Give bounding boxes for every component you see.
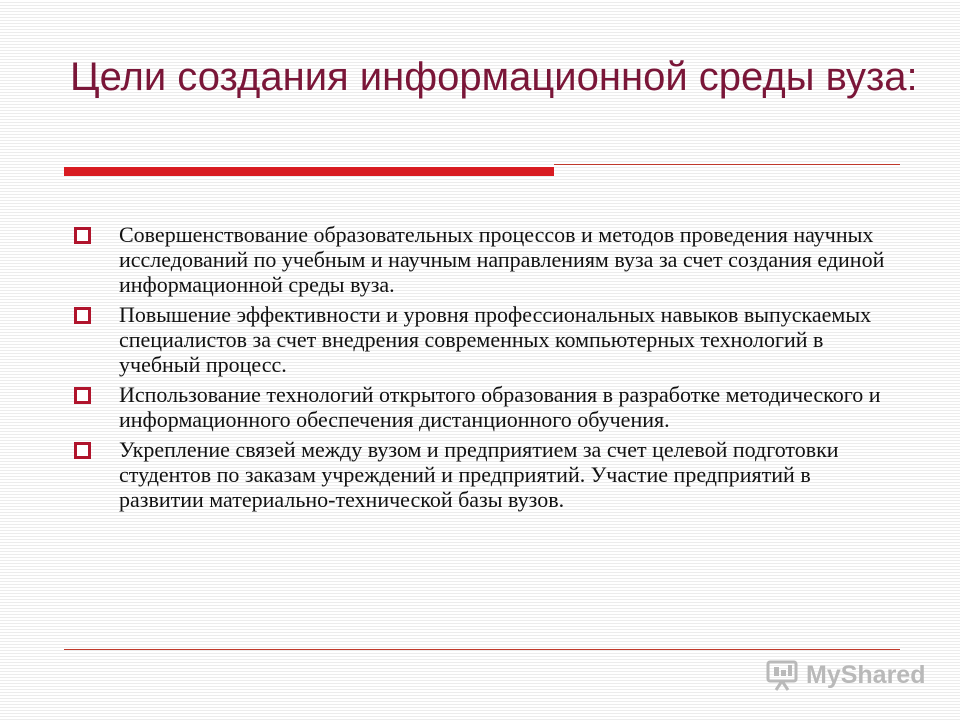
watermark-text: MyShared: [806, 660, 926, 689]
bullet-list: [70, 222, 890, 517]
square-bullet-icon: [74, 387, 91, 404]
bullet-item: [70, 382, 890, 432]
title-accent-bar: [64, 167, 554, 176]
title-divider-line: [554, 164, 900, 165]
bullet-item: [70, 222, 890, 297]
slide-title: Цели создания информационной среды вуза:: [70, 55, 918, 99]
slideshow-icon: [766, 659, 800, 691]
bullet-text: Использование технологий открытого образования в разработке методического и информационного обеспечения дистанционного обучения.: [119, 382, 881, 432]
square-bullet-icon: [74, 227, 91, 244]
bottom-divider-line: [64, 649, 900, 650]
bullet-text: Укрепление связей между вузом и предприятием за счет целевой подготовки студентов по заказам учреждений и предприятий. Участие предприятий в развитии материально-технической базы вузов.: [119, 437, 839, 512]
bullet-text: Совершенствование образовательных процессов и методов проведения научных исследований по учебным и научным направлениям вуза за счет создания единой информационной среды вуза.: [119, 222, 885, 297]
bullet-item: [70, 437, 890, 512]
square-bullet-icon: [74, 307, 91, 324]
watermark: [766, 658, 925, 692]
bullet-text: Повышение эффективности и уровня профессиональных навыков выпускаемых специалистов за счет внедрения современных компьютерных технологий в учебный процесс.: [119, 302, 872, 377]
bullet-item: [70, 302, 890, 377]
square-bullet-icon: [74, 442, 91, 459]
